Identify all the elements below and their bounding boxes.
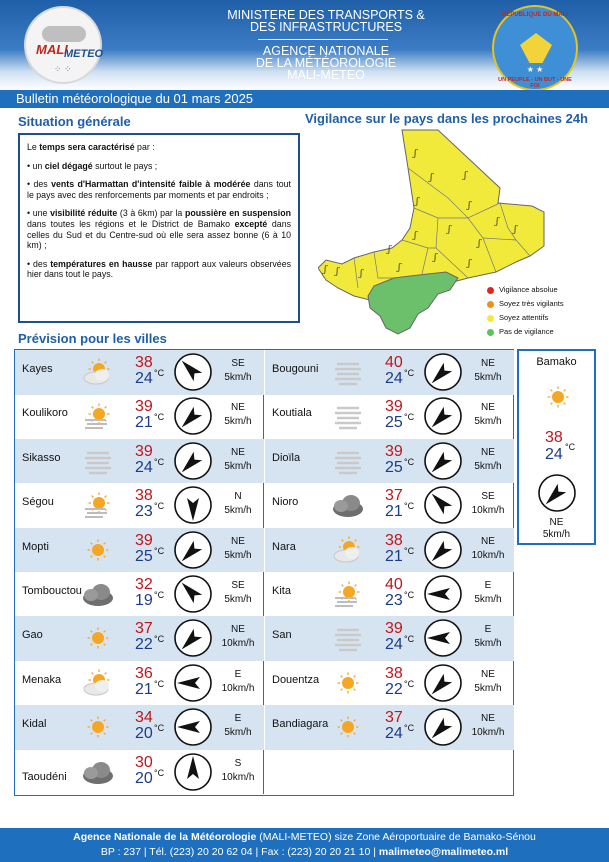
footer-line-2: BP : 237 | Tél. (223) 20 20 62 04 | Fax : (223) 20 20 21 10 | malimeteo@malimeteo.ml [100,846,509,858]
legend-dot [487,301,494,308]
max-temperature: 39 [385,620,403,638]
max-temperature: 30 [135,753,153,771]
wind-direction: SE [481,491,495,503]
city-name: Nioro [272,496,299,509]
wind-direction: NE [481,713,495,725]
max-temperature: 38 [135,487,153,505]
max-temperature: 32 [135,576,153,593]
wind-compass [423,574,463,614]
dark-cloud-icon [331,489,365,521]
city-name: Taoudéni [22,770,67,783]
temperature-unit: °C [154,412,165,423]
sun-icon [331,667,365,699]
agency-title [216,45,436,81]
svg-text:ʃ: ʃ [434,253,437,263]
forecast-row [15,350,264,395]
min-temperature: 22 [385,680,403,698]
logo-text-meteo: METEO [64,48,104,60]
city-name: Gao [22,629,43,642]
wind-direction: E [484,580,492,591]
wind-speed: 5km/h [474,682,502,694]
bulletin-title: Bulletin météorologique du 01 mars 2025 [0,90,609,108]
svg-text:ʃ: ʃ [398,263,401,273]
wind-compass [423,530,463,570]
agency-line-2: DE LA MÉTÉOROLOGIE [255,56,397,70]
wind-direction: S [234,757,242,769]
forecast-row [265,394,514,439]
wind-direction: E [234,713,242,725]
wind-compass [423,485,463,525]
vigilance-legend [487,283,564,339]
bamako-wind-speed: 5km/h [542,529,571,540]
wind-direction: NE [231,446,245,458]
max-temperature: 36 [135,664,153,682]
forecast-row [265,350,514,395]
max-temperature: 37 [135,620,153,638]
logo-rain-drops: ⁘ ⁘ [54,64,72,74]
max-temperature: 39 [135,531,153,549]
svg-text:ʃ: ʃ [388,245,391,255]
min-temperature: 22 [135,636,153,654]
temperature-unit: °C [404,590,415,600]
svg-text:ʃ: ʃ [416,197,419,207]
footer [0,828,609,862]
legend-label: Soyez attentifs [499,313,549,322]
stars-icon: ★ ★ [526,65,544,74]
max-temperature: 39 [385,398,403,416]
ministry-line-2: DES INFRASTRUCTURES [249,20,403,34]
wind-compass [173,663,213,703]
wind-compass [173,396,213,436]
max-temperature: 37 [385,709,403,727]
legend-dot [487,287,494,294]
max-temperature: 38 [385,664,403,682]
min-temperature: 24 [385,370,403,387]
temperature-unit: °C [154,767,165,778]
min-temperature: 24 [385,636,403,654]
wind-compass [173,707,213,747]
city-name: Douentza [272,673,320,686]
svg-text:ʃ: ʃ [468,259,471,269]
header-divider [258,39,388,40]
sun-icon [331,711,365,743]
min-temperature: 23 [385,592,403,609]
max-temperature: 39 [385,442,403,460]
sun-icon [81,534,115,566]
wind-direction: NE [481,402,495,414]
max-temperature: 39 [135,398,153,416]
svg-text:ʃ: ʃ [478,239,481,249]
footer-line-1: Agence Nationale de la Météorologie (MALI-METEO) size Zone Aéroportuaire de Bamako-Sénou [73,831,536,843]
forecast-column-left [15,350,264,794]
city-name: San [272,629,292,642]
wind-direction: NE [231,624,245,636]
seal-bottom-text: UN PEUPLE - UN BUT - UNE FOI [498,77,572,89]
max-temperature: 40 [385,354,403,371]
wind-speed: 5km/h [224,549,252,561]
svg-text:ʃ: ʃ [336,267,339,277]
hazy-sun-icon [81,489,115,521]
seal-top-text: RÉPUBLIQUE DU MALI [502,12,568,18]
svg-text:ʃ: ʃ [514,225,517,235]
min-temperature: 20 [135,769,153,787]
city-name: Kayes [22,363,53,375]
forecast-row [15,616,264,661]
min-temperature: 21 [385,503,403,521]
forecast-row [265,528,514,573]
wind-speed: 5km/h [224,460,252,472]
wind-direction: N [234,491,242,503]
temperature-unit: °C [404,678,415,689]
bamako-wind-compass [537,473,577,513]
temperature-unit: °C [154,678,165,689]
wind-compass [423,441,463,481]
city-name: Ségou [22,496,54,509]
situation-item-temperatures: • des températures en hausse par rapport aux valeurs observées hier dans tout le pays. [27,258,291,280]
city-name: Koutiala [272,407,312,420]
max-temperature: 39 [135,442,153,460]
min-temperature: 24 [385,725,403,743]
legend-label: Vigilance absolue [499,285,558,294]
forecast-row [265,705,514,750]
wind-direction: SE [231,580,245,591]
legend-item [487,283,564,297]
wind-compass [173,752,213,792]
max-temperature: 38 [135,354,153,371]
wind-speed: 5km/h [474,638,502,650]
wind-speed: 5km/h [474,372,502,383]
svg-text:ʃ: ʃ [448,225,451,235]
city-name: Kidal [22,718,47,731]
wind-compass [423,707,463,747]
wind-speed: 5km/h [224,727,252,739]
situation-title: Situation générale [18,114,131,129]
city-name: Nara [272,540,296,553]
legend-label: Soyez très vigilants [499,299,564,308]
wind-direction: NE [231,535,245,547]
logo-text-mali: MALI [36,42,68,57]
wind-compass [173,485,213,525]
min-temperature: 23 [135,503,153,521]
wind-speed: 10km/h [471,505,505,517]
hazy-sun-icon [331,578,365,610]
svg-text:ʃ: ʃ [414,231,417,241]
svg-text:ʃ: ʃ [464,171,467,181]
wind-direction: NE [481,535,495,547]
temperature-unit: °C [154,456,165,467]
forecast-row [15,528,264,573]
wind-direction: E [234,668,242,680]
temperature-unit: °C [154,723,165,734]
temperature-unit: °C [404,456,415,467]
situation-intro: Le temps sera caractérisé par : [27,142,155,152]
temperature-unit: °C [154,634,165,645]
forecast-row [15,572,264,617]
max-temperature: 37 [385,487,403,505]
forecast-row [265,572,514,617]
min-temperature: 19 [135,592,153,609]
forecast-row [15,439,264,484]
haze-icon [331,622,365,654]
logo-cloud [42,26,86,42]
temperature-unit: °C [154,590,165,600]
sun-icon [81,622,115,654]
temperature-unit: °C [404,368,415,378]
city-name: Mopti [22,540,49,553]
haze-icon [331,445,365,477]
wind-speed: 5km/h [224,372,252,383]
haze-icon [331,400,365,432]
wind-compass [173,352,213,392]
min-temperature: 21 [385,547,403,565]
max-temperature: 40 [385,576,403,593]
svg-text:ʃ: ʃ [360,269,363,279]
agency-line-3: MALI-METEO [287,68,365,82]
dark-cloud-icon [81,756,115,788]
city-name: Dioïla [272,451,301,464]
min-temperature: 20 [135,725,153,743]
svg-text:ʃ: ʃ [430,173,433,183]
bamako-temperature-unit: °C [565,442,576,452]
wind-speed: 5km/h [224,416,252,428]
forecast-column-right [265,350,514,794]
min-temperature: 25 [135,547,153,565]
mali-coat-of-arms [492,5,578,91]
bamako-max-temperature: 38 [545,429,563,446]
situation-item-sky: • un ciel dégagé surtout le pays ; [27,160,158,171]
temperature-unit: °C [404,501,415,512]
bamako-min-temperature: 24 [545,446,563,463]
wind-compass [423,396,463,436]
city-name: Tombouctou [22,585,82,597]
wind-speed: 10km/h [221,771,255,783]
city-name: Koulikoro [22,407,68,420]
wind-compass [173,618,213,658]
eagle-icon [520,33,552,63]
partly-cloudy-sun-icon [331,534,365,566]
forecast-row [15,750,264,795]
wind-direction: NE [481,358,495,369]
vigilance-title: Vigilance sur le pays dans les prochaines 24h [305,111,588,126]
min-temperature: 25 [385,414,403,432]
wind-direction: NE [231,402,245,414]
svg-text:ʃ: ʃ [324,265,327,275]
city-name: Bandiagara [272,718,329,731]
svg-text:ʃ: ʃ [414,149,417,159]
situation-item-visibility: • une visibilité réduite (3 à 6km) par la poussière en suspension dans toutes les régions et le District de Bamako excepté dans celles du Sud et du Centre-sud où elle sera assez bonne (6 à 10 km) ; [27,208,291,251]
forecast-row [15,705,264,750]
header-banner [0,0,609,90]
wind-speed: 5km/h [474,460,502,472]
dark-cloud-icon [81,578,115,610]
partly-cloudy-sun-icon [81,356,115,388]
wind-compass [423,352,463,392]
wind-compass [423,618,463,658]
partly-cloudy-sun-icon [81,667,115,699]
wind-speed: 10km/h [221,638,255,650]
city-name: Kita [272,585,291,597]
forecast-row [15,394,264,439]
forecast-row [265,661,514,706]
wind-speed: 10km/h [221,682,255,694]
wind-speed: 5km/h [224,594,252,605]
forecast-row [15,483,264,528]
forecast-row [15,661,264,706]
city-name: Bougouni [272,363,319,375]
temperature-unit: °C [404,723,415,734]
wind-direction: NE [481,668,495,680]
wind-speed: 10km/h [471,549,505,561]
ministry-line-1: MINISTERE DES TRANSPORTS & [227,8,425,22]
forecast-row [265,616,514,661]
temperature-unit: °C [154,545,165,556]
temperature-unit: °C [154,501,165,512]
forecast-title: Prévision pour les villes [18,331,167,346]
wind-direction: E [484,624,492,636]
situation-box [18,133,300,323]
max-temperature: 34 [135,709,153,727]
legend-dot [487,329,494,336]
bamako-forecast-box [517,349,596,545]
wind-compass [173,441,213,481]
agency-line-1: AGENCE NATIONALE [262,44,390,58]
temperature-unit: °C [404,545,415,556]
forecast-grid [14,349,514,796]
max-temperature: 38 [385,531,403,549]
min-temperature: 21 [135,680,153,698]
wind-direction: NE [481,446,495,458]
wind-speed: 5km/h [224,505,252,517]
forecast-row [265,439,514,484]
bamako-city: Bamako [536,356,577,368]
svg-text:ʃ: ʃ [496,217,499,227]
ministry-title [216,9,436,33]
mali-meteo-logo [24,6,102,84]
city-name: Menaka [22,673,62,686]
situation-item-winds: • des vents d'Harmattan d'intensité faible à modérée dans tout le pays avec des renforcements par moments et par endroits ; [27,179,291,200]
city-name: Sikasso [22,451,61,464]
min-temperature: 24 [135,458,153,476]
wind-speed: 5km/h [474,416,502,428]
temperature-unit: °C [154,368,165,378]
min-temperature: 25 [385,458,403,476]
wind-direction: SE [231,358,245,369]
sun-icon [81,711,115,743]
legend-item [487,311,564,325]
legend-item [487,297,564,311]
temperature-unit: °C [404,412,415,423]
svg-text:ʃ: ʃ [468,201,471,211]
wind-compass [173,530,213,570]
wind-compass [423,663,463,703]
legend-label: Pas de vigilance [499,327,554,336]
wind-speed: 10km/h [471,727,505,739]
bamako-wind-direction: NE [549,517,564,528]
legend-item [487,325,564,339]
min-temperature: 24 [135,370,153,387]
hazy-sun-icon [81,400,115,432]
min-temperature: 21 [135,414,153,432]
haze-icon [331,356,365,388]
wind-speed: 5km/h [474,594,502,605]
forecast-row [265,483,514,528]
temperature-unit: °C [404,634,415,645]
haze-icon [81,445,115,477]
sun-icon [541,381,575,413]
wind-compass [173,574,213,614]
legend-dot [487,315,494,322]
